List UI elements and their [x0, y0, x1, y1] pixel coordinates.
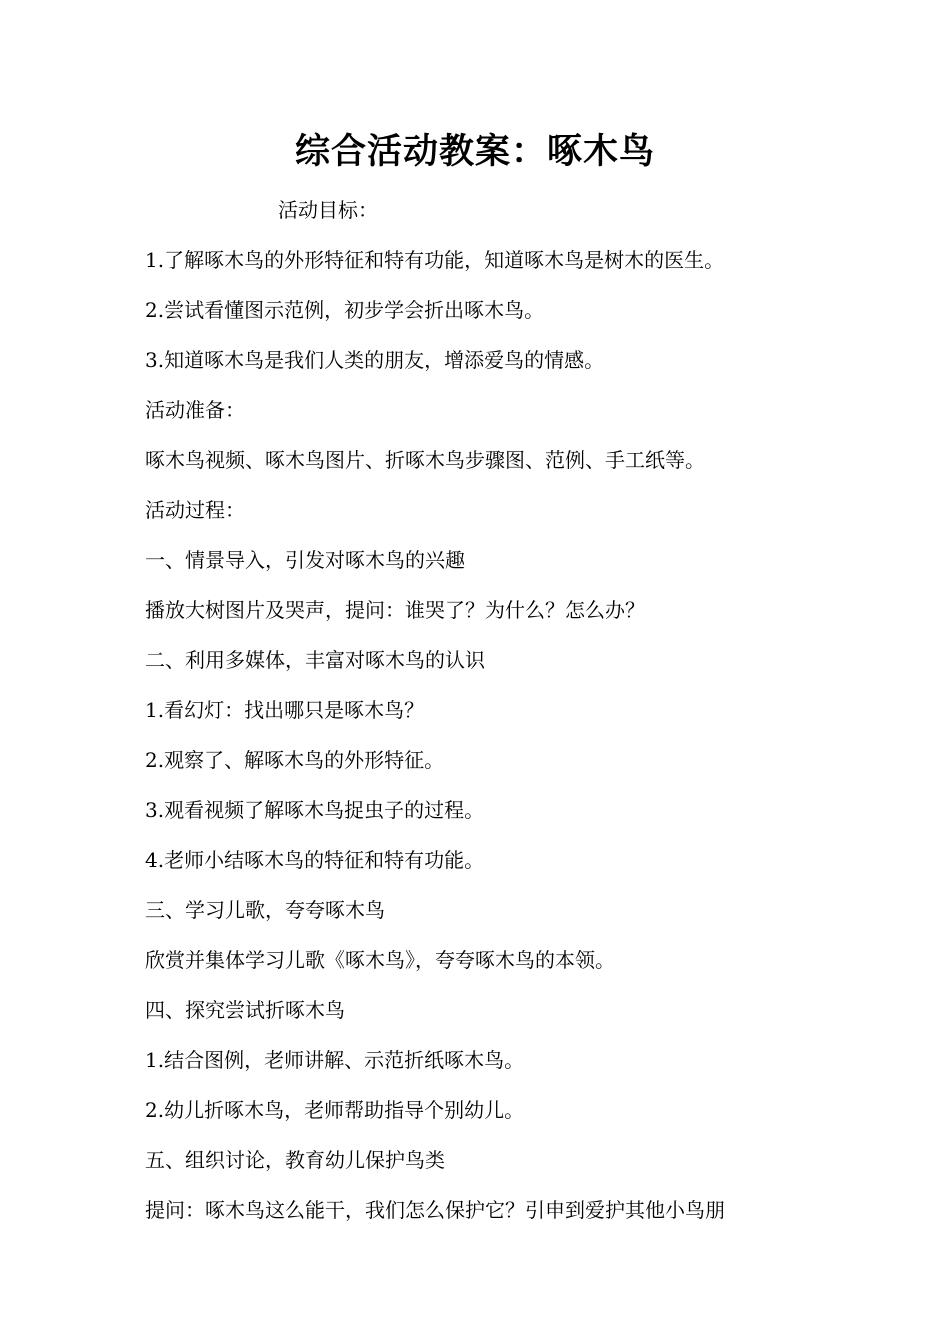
paragraph-line: 1.了解啄木鸟的外形特征和特有功能，知道啄木鸟是树木的医生。	[145, 248, 725, 272]
paragraph-line: 四、探究尝试折啄木鸟	[145, 998, 345, 1022]
section-heading-preparation: 活动准备：	[145, 398, 245, 422]
paragraph-line: 2.观察了、解啄木鸟的外形特征。	[145, 748, 445, 772]
paragraph-line: 1.结合图例，老师讲解、示范折纸啄木鸟。	[145, 1048, 525, 1072]
section-heading-process: 活动过程：	[145, 498, 245, 522]
paragraph-line: 2.幼儿折啄木鸟，老师帮助指导个别幼儿。	[145, 1098, 525, 1122]
section-heading-goals: 活动目标：	[278, 198, 378, 222]
document-body	[145, 185, 845, 1235]
paragraph-line: 1.看幻灯：找出哪只是啄木鸟？	[145, 698, 425, 722]
paragraph-line: 播放大树图片及哭声，提问：谁哭了？为什么？怎么办？	[145, 598, 645, 622]
paragraph-line: 二、利用多媒体，丰富对啄木鸟的认识	[145, 648, 485, 672]
paragraph-line: 3.知道啄木鸟是我们人类的朋友，增添爱鸟的情感。	[145, 348, 605, 372]
paragraph-line: 一、情景导入，引发对啄木鸟的兴趣	[145, 548, 465, 572]
paragraph-line: 欣赏并集体学习儿歌《啄木鸟》，夸夸啄木鸟的本领。	[145, 948, 615, 972]
paragraph-line: 三、学习儿歌，夸夸啄木鸟	[145, 898, 385, 922]
document-title: 综合活动教案：啄木鸟	[294, 131, 655, 172]
paragraph-line: 4.老师小结啄木鸟的特征和特有功能。	[145, 848, 485, 872]
paragraph-line: 啄木鸟视频、啄木鸟图片、折啄木鸟步骤图、范例、手工纸等。	[145, 448, 705, 472]
paragraph-line: 3.观看视频了解啄木鸟捉虫子的过程。	[145, 798, 485, 822]
paragraph-line: 五、组织讨论，教育幼儿保护鸟类	[145, 1148, 445, 1172]
paragraph-line: 提问：啄木鸟这么能干，我们怎么保护它？引申到爱护其他小鸟朋	[145, 1198, 725, 1222]
paragraph-line: 2.尝试看懂图示范例，初步学会折出啄木鸟。	[145, 298, 545, 322]
